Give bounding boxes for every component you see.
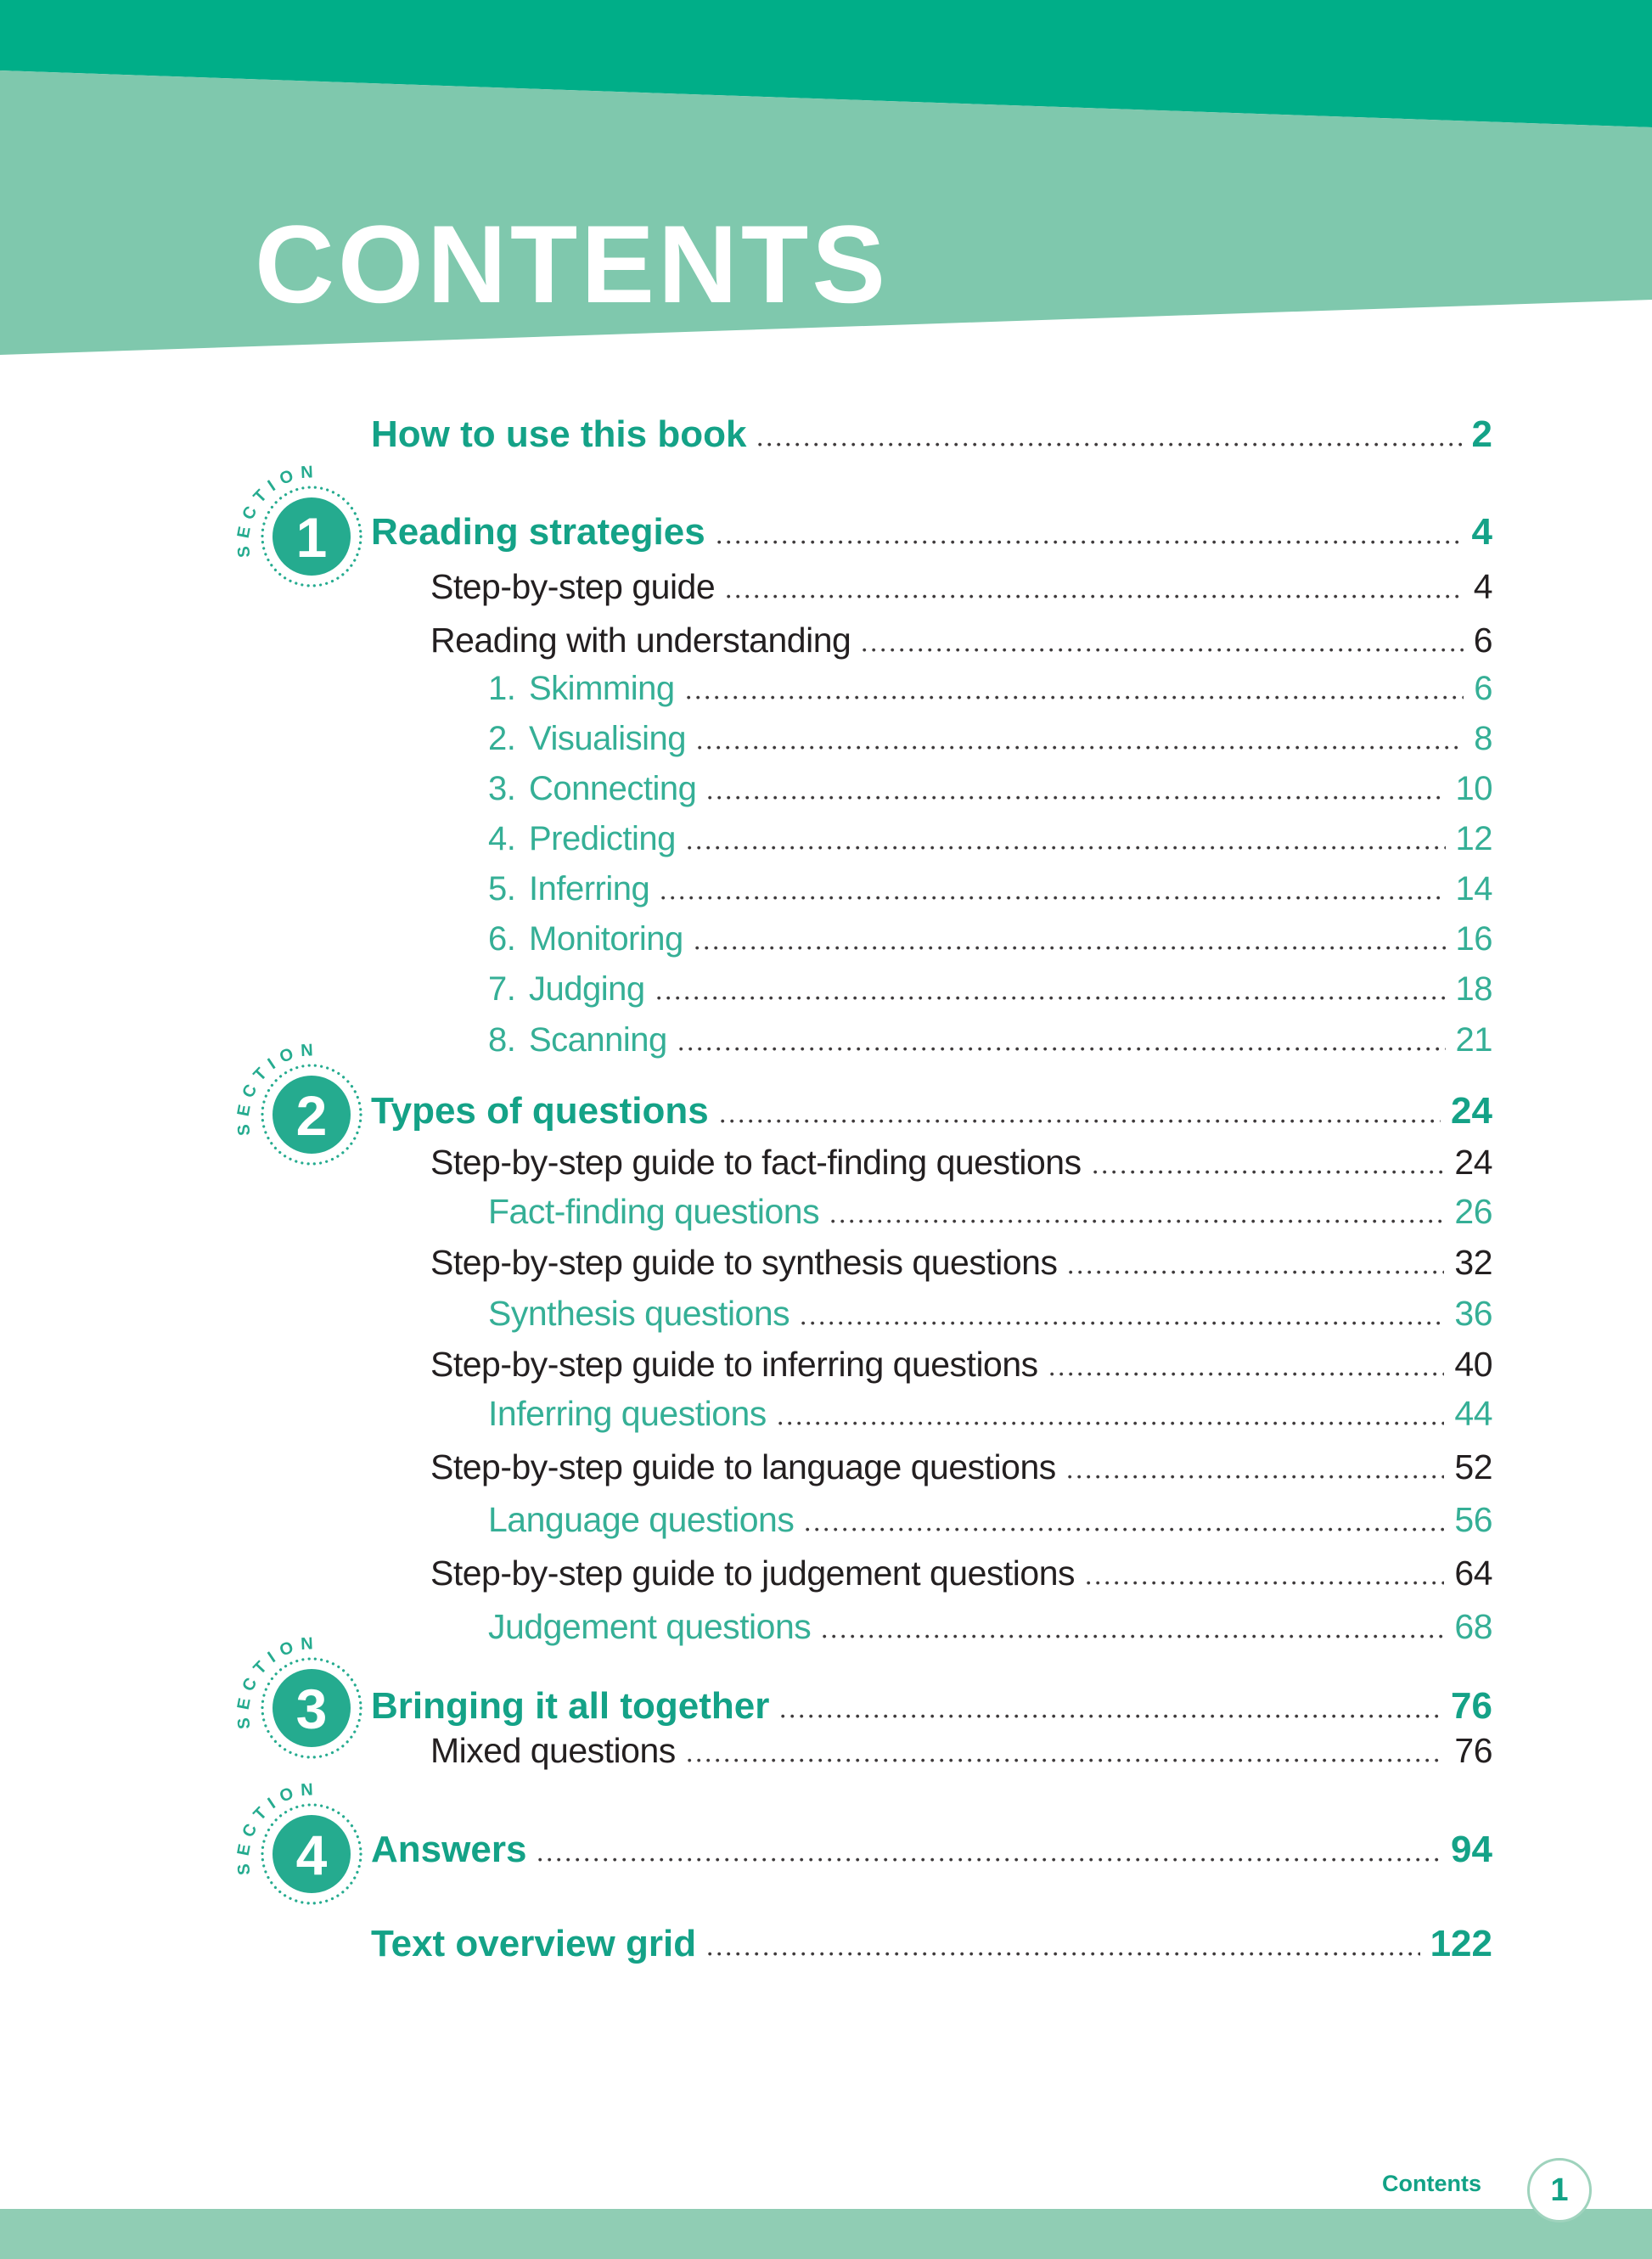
toc-item-number: 7.	[488, 970, 516, 1008]
toc-row	[430, 1731, 1492, 1770]
toc-row-label: Types of questions	[371, 1090, 709, 1132]
toc-row	[371, 1831, 1492, 1868]
toc-row	[371, 1685, 1492, 1727]
page-number: 4	[1473, 567, 1492, 606]
section-badge-word: SECTION	[233, 463, 321, 559]
toc-item-number: 3.	[488, 770, 516, 807]
page-number: 10	[1455, 770, 1492, 807]
toc-row	[371, 511, 1492, 553]
section-badge-number: 3	[295, 1677, 328, 1740]
toc-row-label: Connecting	[529, 770, 697, 807]
page-number: 52	[1454, 1447, 1492, 1486]
dot-leader	[801, 1321, 1444, 1325]
page-number: 40	[1454, 1345, 1492, 1384]
dot-leader	[657, 996, 1446, 1000]
dot-leader	[1069, 1270, 1444, 1274]
section-badge-number: 2	[295, 1084, 328, 1147]
toc-row-label: Step-by-step guide to language questions	[430, 1447, 1056, 1486]
toc-row-label: Fact-finding questions	[488, 1192, 820, 1231]
toc-row	[488, 1023, 1492, 1057]
dot-leader	[679, 1047, 1446, 1051]
toc-row-label: Step-by-step guide	[430, 567, 716, 606]
toc-row	[371, 1090, 1492, 1132]
toc-item-number: 5.	[488, 870, 516, 908]
page-number: 12	[1455, 820, 1492, 857]
page-number: 32	[1454, 1243, 1492, 1282]
footer-label: Contents	[1382, 2171, 1481, 2196]
dot-leader	[1093, 1170, 1445, 1174]
section-badge-4	[218, 1761, 405, 1947]
toc-row-label: Scanning	[529, 1021, 667, 1059]
toc-row-label: Text overview grid	[371, 1923, 697, 1964]
toc-row	[430, 623, 1492, 658]
page-number: 76	[1454, 1731, 1492, 1770]
toc-row-label: Language questions	[488, 1500, 795, 1539]
toc-row-label: Mixed questions	[430, 1731, 676, 1770]
toc-row	[488, 1500, 1492, 1539]
section-badge-word: SECTION	[233, 1780, 321, 1876]
toc-row	[488, 672, 1492, 705]
toc-row-label: Bringing it all together	[371, 1685, 770, 1727]
toc-row-label: Judging	[529, 970, 645, 1008]
toc-row	[430, 1145, 1492, 1180]
toc-row	[488, 1607, 1492, 1646]
dot-leader	[727, 594, 1464, 598]
section-badge-number: 1	[295, 506, 328, 569]
dot-leader	[831, 1219, 1444, 1223]
dot-leader	[1050, 1372, 1445, 1376]
dot-leader	[758, 442, 1461, 447]
toc-row-label: Step-by-step guide to judgement questions	[430, 1554, 1076, 1593]
toc-row-label: Judgement questions	[488, 1607, 812, 1646]
page-number: 6	[1474, 670, 1492, 707]
toc-row-label: Reading strategies	[371, 511, 705, 553]
toc-row-label: How to use this book	[371, 413, 747, 455]
page-number: 6	[1473, 621, 1492, 660]
dot-leader	[695, 946, 1446, 950]
dot-leader	[1068, 1475, 1445, 1479]
page-number: 2	[1471, 413, 1492, 455]
page-number: 68	[1454, 1607, 1492, 1646]
page-number: 76	[1451, 1685, 1492, 1727]
page-number: 56	[1454, 1500, 1492, 1539]
page-number: 64	[1454, 1554, 1492, 1593]
toc-row	[430, 1347, 1492, 1382]
section-badge-1	[218, 443, 405, 630]
toc-row	[371, 1925, 1492, 1963]
toc-row-label: Inferring questions	[488, 1394, 767, 1433]
page-number: 18	[1455, 970, 1492, 1008]
toc-row	[488, 772, 1492, 806]
page-number: 4	[1471, 511, 1492, 553]
page-number: 26	[1454, 1192, 1492, 1231]
footer-page-number: 1	[1550, 2172, 1569, 2208]
toc-row-label: Predicting	[529, 820, 676, 857]
dot-leader	[688, 1758, 1445, 1762]
toc-row	[488, 972, 1492, 1006]
section-badge-word: SECTION	[233, 1041, 321, 1137]
dot-leader	[661, 896, 1445, 900]
toc-row	[488, 1396, 1492, 1431]
dot-leader	[708, 795, 1445, 800]
dot-leader	[698, 745, 1464, 750]
dot-leader	[687, 695, 1464, 700]
toc-row	[488, 822, 1492, 856]
toc-row-label: Step-by-step guide to synthesis questions	[430, 1243, 1058, 1282]
page-number: 16	[1455, 920, 1492, 958]
toc-row-label: Monitoring	[529, 920, 683, 958]
page-number: 24	[1451, 1090, 1492, 1132]
dot-leader	[778, 1421, 1445, 1425]
toc-row-label: Skimming	[529, 670, 675, 707]
dot-leader	[717, 540, 1462, 544]
toc-row-label: Reading with understanding	[430, 621, 851, 660]
toc-row-label: Step-by-step guide to inferring questions	[430, 1345, 1038, 1384]
toc-item-number: 2.	[488, 720, 516, 757]
page-number: 94	[1451, 1829, 1492, 1870]
toc-row-label: Answers	[371, 1829, 527, 1870]
page-number: 36	[1454, 1294, 1492, 1333]
dot-leader	[721, 1119, 1441, 1123]
toc-row	[488, 922, 1492, 956]
page-number: 21	[1455, 1021, 1492, 1059]
toc-item-number: 8.	[488, 1021, 516, 1059]
dot-leader	[863, 648, 1463, 652]
page-number: 24	[1454, 1143, 1492, 1182]
page-number: 44	[1454, 1394, 1492, 1433]
dot-leader	[781, 1714, 1441, 1718]
toc-item-number: 4.	[488, 820, 516, 857]
section-badge-word: SECTION	[233, 1634, 321, 1730]
dot-leader	[1087, 1581, 1444, 1585]
dot-leader	[823, 1634, 1444, 1638]
toc-row	[430, 1556, 1492, 1591]
toc-row	[488, 1194, 1492, 1229]
toc-row	[430, 1447, 1492, 1486]
footer-page-circle	[1527, 2158, 1592, 2222]
page-number: 8	[1474, 720, 1492, 757]
dot-leader	[708, 1952, 1419, 1956]
page-title: CONTENTS	[255, 202, 889, 326]
dot-leader	[538, 1857, 1441, 1862]
toc-row	[430, 1245, 1492, 1280]
toc-item-number: 6.	[488, 920, 516, 958]
toc-row	[371, 413, 1492, 455]
section-badge-2	[218, 1021, 405, 1208]
toc-row-label: Inferring	[529, 870, 650, 908]
toc-row	[488, 872, 1492, 906]
page-number: 122	[1430, 1923, 1492, 1964]
toc-item-number: 1.	[488, 670, 516, 707]
toc-row-label: Step-by-step guide to fact-finding questions	[430, 1143, 1082, 1182]
toc-row-label: Visualising	[529, 720, 686, 757]
dot-leader	[806, 1527, 1444, 1531]
dot-leader	[688, 846, 1446, 850]
toc-row	[430, 567, 1492, 606]
toc-row-label: Synthesis questions	[488, 1294, 790, 1333]
toc-row	[488, 722, 1492, 756]
toc-row	[488, 1296, 1492, 1331]
page-number: 14	[1455, 870, 1492, 908]
section-badge-number: 4	[295, 1823, 328, 1886]
